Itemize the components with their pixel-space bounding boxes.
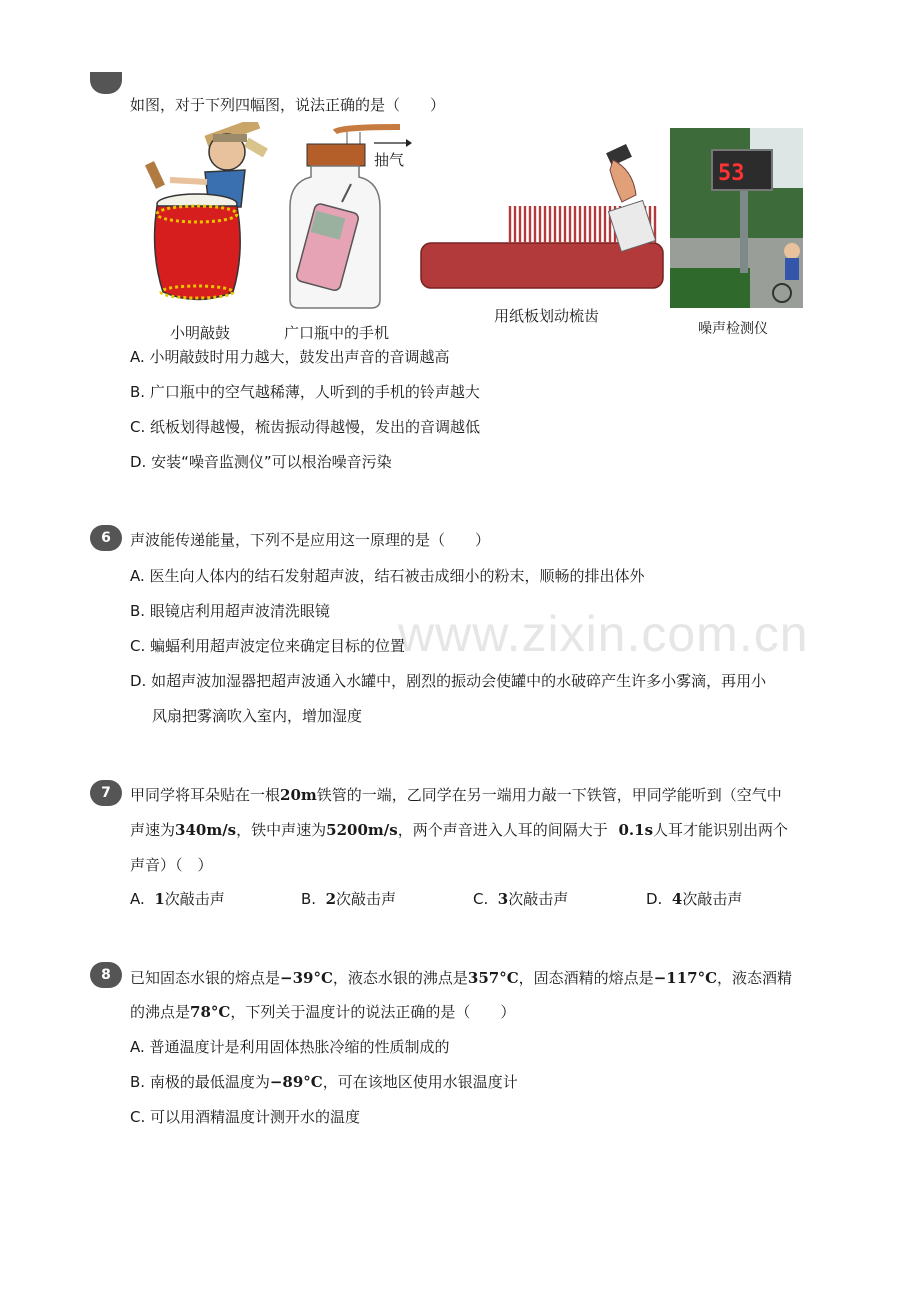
option-d[interactable]: D. 安装“噪音监测仪”可以根治噪音污染 <box>130 453 392 471</box>
option-number: 4 <box>671 890 683 908</box>
quantity-iron-speed: 5200m/s <box>326 821 398 839</box>
figure-label-pump: 抽气 <box>374 151 405 169</box>
option-b[interactable]: B. 广口瓶中的空气越稀薄，人听到的手机的铃声越大 <box>130 383 480 401</box>
text: ，可在该地区使用水银温度计 <box>322 1073 518 1091</box>
text: ，两个声音进入人耳的间隔大于 <box>397 821 608 839</box>
display-reading: 53 <box>718 161 745 186</box>
option-d[interactable] <box>646 889 742 909</box>
option-text: 次敲击声 <box>164 890 225 908</box>
option-b[interactable]: B. 眼镜店利用超声波清洗眼镜 <box>130 602 330 620</box>
option-d[interactable]: D. 如超声波加湿器把超声波通入水罐中，剧烈的振动会使罐中的水破碎产生许多小雾滴，再用小 <box>130 672 767 690</box>
option-text: 次敲击声 <box>336 890 397 908</box>
quantity-temperature: 78°C <box>190 1003 231 1021</box>
arrow-icon <box>372 138 412 148</box>
quantity-temperature: 357°C <box>467 969 519 987</box>
text: 人耳才能识别出两个 <box>653 821 789 839</box>
option-number: 1 <box>154 890 165 908</box>
quantity-length: 20m <box>280 786 317 804</box>
text: ，液态酒精 <box>717 969 793 987</box>
option-c[interactable]: C. 蝙蝠利用超声波定位来确定目标的位置 <box>130 637 406 655</box>
question-number-badge: 6 <box>90 525 122 551</box>
option-d-continued: 风扇把雾滴吹入室内，增加湿度 <box>152 707 363 725</box>
text: 的沸点是 <box>130 1003 191 1021</box>
quantity-air-speed: 340m/s <box>175 821 237 839</box>
option-a[interactable]: A. 小明敲鼓时用力越大，鼓发出声音的音调越高 <box>130 348 450 366</box>
text: ，下列关于温度计的说法正确的是（ ） <box>230 1003 516 1021</box>
figure-caption-drum: 小明敲鼓 <box>170 324 231 342</box>
option-letter: A. <box>130 890 145 908</box>
question-stem: 声波能传递能量，下列不是应用这一原理的是（ ） <box>130 531 491 549</box>
option-c[interactable]: C. 纸板划得越慢，梳齿振动得越慢，发出的音调越低 <box>130 418 481 436</box>
noise-meter-photo <box>670 128 803 308</box>
option-letter: B. <box>301 890 317 908</box>
text: ，铁中声速为 <box>236 821 327 839</box>
question-stem: 如图，对于下列四幅图，说法正确的是（ ） <box>130 96 446 114</box>
text: B. 南极的最低温度为 <box>130 1073 270 1091</box>
text: ，固态酒精的熔点是 <box>518 969 654 987</box>
question-stem-line2 <box>130 1002 515 1022</box>
text: 甲同学将耳朵贴在一根 <box>130 786 281 804</box>
figure-caption-comb: 用纸板划动梳齿 <box>494 307 600 325</box>
text: 已知固态水银的熔点是 <box>130 969 281 987</box>
option-a[interactable] <box>130 889 225 909</box>
option-b[interactable] <box>130 1072 518 1092</box>
option-c[interactable] <box>473 889 568 909</box>
option-a[interactable]: A. 医生向人体内的结石发射超声波，结石被击成细小的粉末，顺畅的排出体外 <box>130 567 645 585</box>
option-letter: C. <box>473 890 489 908</box>
option-letter: D. <box>646 890 663 908</box>
question-number-badge: 7 <box>90 780 122 806</box>
option-number: 3 <box>497 890 509 908</box>
question-stem-line2 <box>130 820 788 840</box>
option-text: 次敲击声 <box>682 890 743 908</box>
question-number-badge <box>90 72 122 94</box>
question-stem-line1 <box>130 785 782 805</box>
quantity-interval: 0.1s <box>618 821 654 839</box>
quantity-temperature: −89°C <box>269 1073 323 1091</box>
option-c[interactable]: C. 可以用酒精温度计测开水的温度 <box>130 1108 361 1126</box>
option-number: 2 <box>325 890 337 908</box>
question-stem-line3: 声音）（ ） <box>130 856 213 874</box>
drummer-figure <box>145 122 270 307</box>
question-stem-line1 <box>130 968 792 988</box>
text: 铁管的一端，乙同学在另一端用力敲一下铁管，甲同学能听到（空气中 <box>316 786 782 804</box>
option-a[interactable]: A. 普通温度计是利用固体热胀冷缩的性质制成的 <box>130 1038 450 1056</box>
option-b[interactable] <box>301 889 396 909</box>
figure-caption-bottle: 广口瓶中的手机 <box>284 324 390 342</box>
text: ，液态水银的沸点是 <box>332 969 468 987</box>
watermark: www.zixin.com.cn <box>398 606 809 662</box>
comb-figure <box>418 140 668 290</box>
quantity-temperature: −39°C <box>280 969 333 987</box>
quantity-temperature: −117°C <box>653 969 718 987</box>
question-number-badge: 8 <box>90 962 122 988</box>
figure-caption-noise-meter: 噪声检测仪 <box>698 321 768 337</box>
text: 声速为 <box>130 821 176 839</box>
option-text: 次敲击声 <box>508 890 569 908</box>
